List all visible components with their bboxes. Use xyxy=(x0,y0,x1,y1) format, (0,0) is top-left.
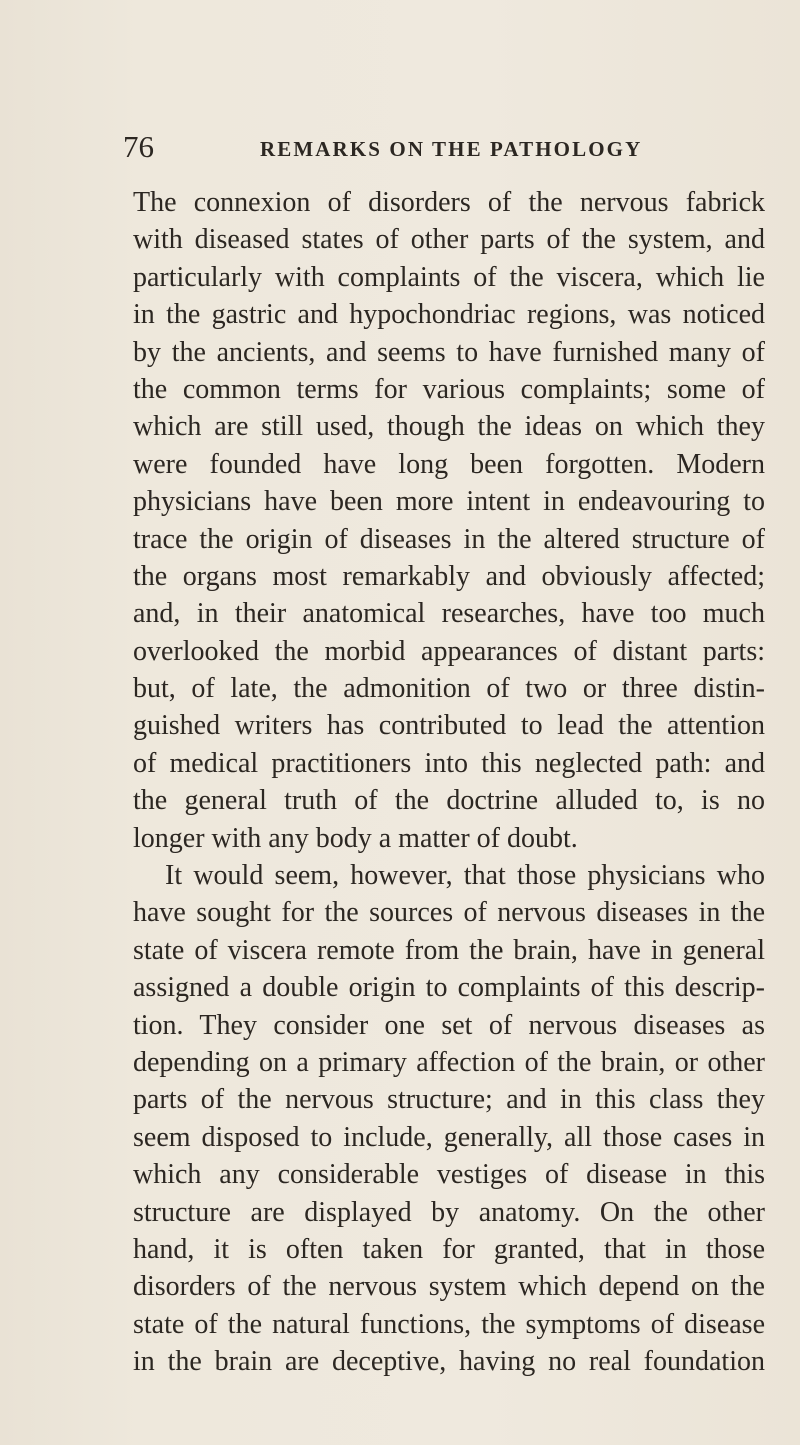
text-line: and, in their anatomical researches, have too much xyxy=(133,598,765,630)
text-line: which any considerable vestiges of disease in this xyxy=(133,1159,765,1191)
text-line: were founded have long been forgotten. Modern xyxy=(133,448,765,480)
paragraph-2 xyxy=(133,857,765,1380)
text-line: assigned a double origin to complaints of this descrip- xyxy=(133,972,765,1004)
text-line: The connexion of disorders of the nervous fabrick xyxy=(133,187,765,218)
text-line: but, of late, the admonition of two or three distin- xyxy=(133,673,765,705)
text-line: with diseased states of other parts of the system, and xyxy=(133,224,765,256)
paragraph-1 xyxy=(133,184,765,857)
text-line: have sought for the sources of nervous diseases in the xyxy=(133,897,765,929)
text-line: the common terms for various complaints; some of xyxy=(133,373,765,405)
text-line: of medical practitioners into this neglected path: and xyxy=(133,747,765,779)
text-line: by the ancients, and seems to have furnished many of xyxy=(133,336,765,368)
text-line: the general truth of the doctrine alluded to, is no xyxy=(133,785,765,817)
text-line: structure are displayed by anatomy. On the other xyxy=(133,1196,765,1228)
text-line: overlooked the morbid appearances of distant parts: xyxy=(133,635,765,667)
text-line: guished writers has contributed to lead the attention xyxy=(133,710,765,742)
text-line: It would seem, however, that those physicians who xyxy=(165,860,765,892)
text-line: in the gastric and hypochondriac regions, was noticed xyxy=(133,299,765,331)
running-head xyxy=(123,126,763,170)
body-text xyxy=(133,184,765,1381)
text-line: trace the origin of diseases in the altered structure of xyxy=(133,523,765,555)
text-line: disorders of the nervous system which depend on the xyxy=(133,1271,765,1303)
text-line: physicians have been more intent in endeavouring to xyxy=(133,486,765,518)
text-line: state of viscera remote from the brain, have in general xyxy=(133,934,765,966)
text-line: in the brain are deceptive, having no real foundation xyxy=(133,1346,765,1378)
text-line: the organs most remarkably and obviously affected; xyxy=(133,560,765,592)
text-line: longer with any body a matter of doubt. xyxy=(133,822,578,854)
text-line: state of the natural functions, the symptoms of disease xyxy=(133,1308,765,1340)
page-number: 76 xyxy=(123,129,154,164)
text-line: hand, it is often taken for granted, that in those xyxy=(133,1233,765,1265)
text-line: seem disposed to include, generally, all those cases in xyxy=(133,1121,765,1153)
text-line: parts of the nervous structure; and in this class they xyxy=(133,1084,765,1116)
text-line: depending on a primary affection of the brain, or other xyxy=(133,1046,765,1078)
text-line: particularly with complaints of the viscera, which lie xyxy=(133,261,765,293)
running-title: REMARKS ON THE PATHOLOGY xyxy=(260,137,643,161)
text-line: which are still used, though the ideas on which they xyxy=(133,411,765,443)
text-line: tion. They consider one set of nervous diseases as xyxy=(133,1009,765,1041)
